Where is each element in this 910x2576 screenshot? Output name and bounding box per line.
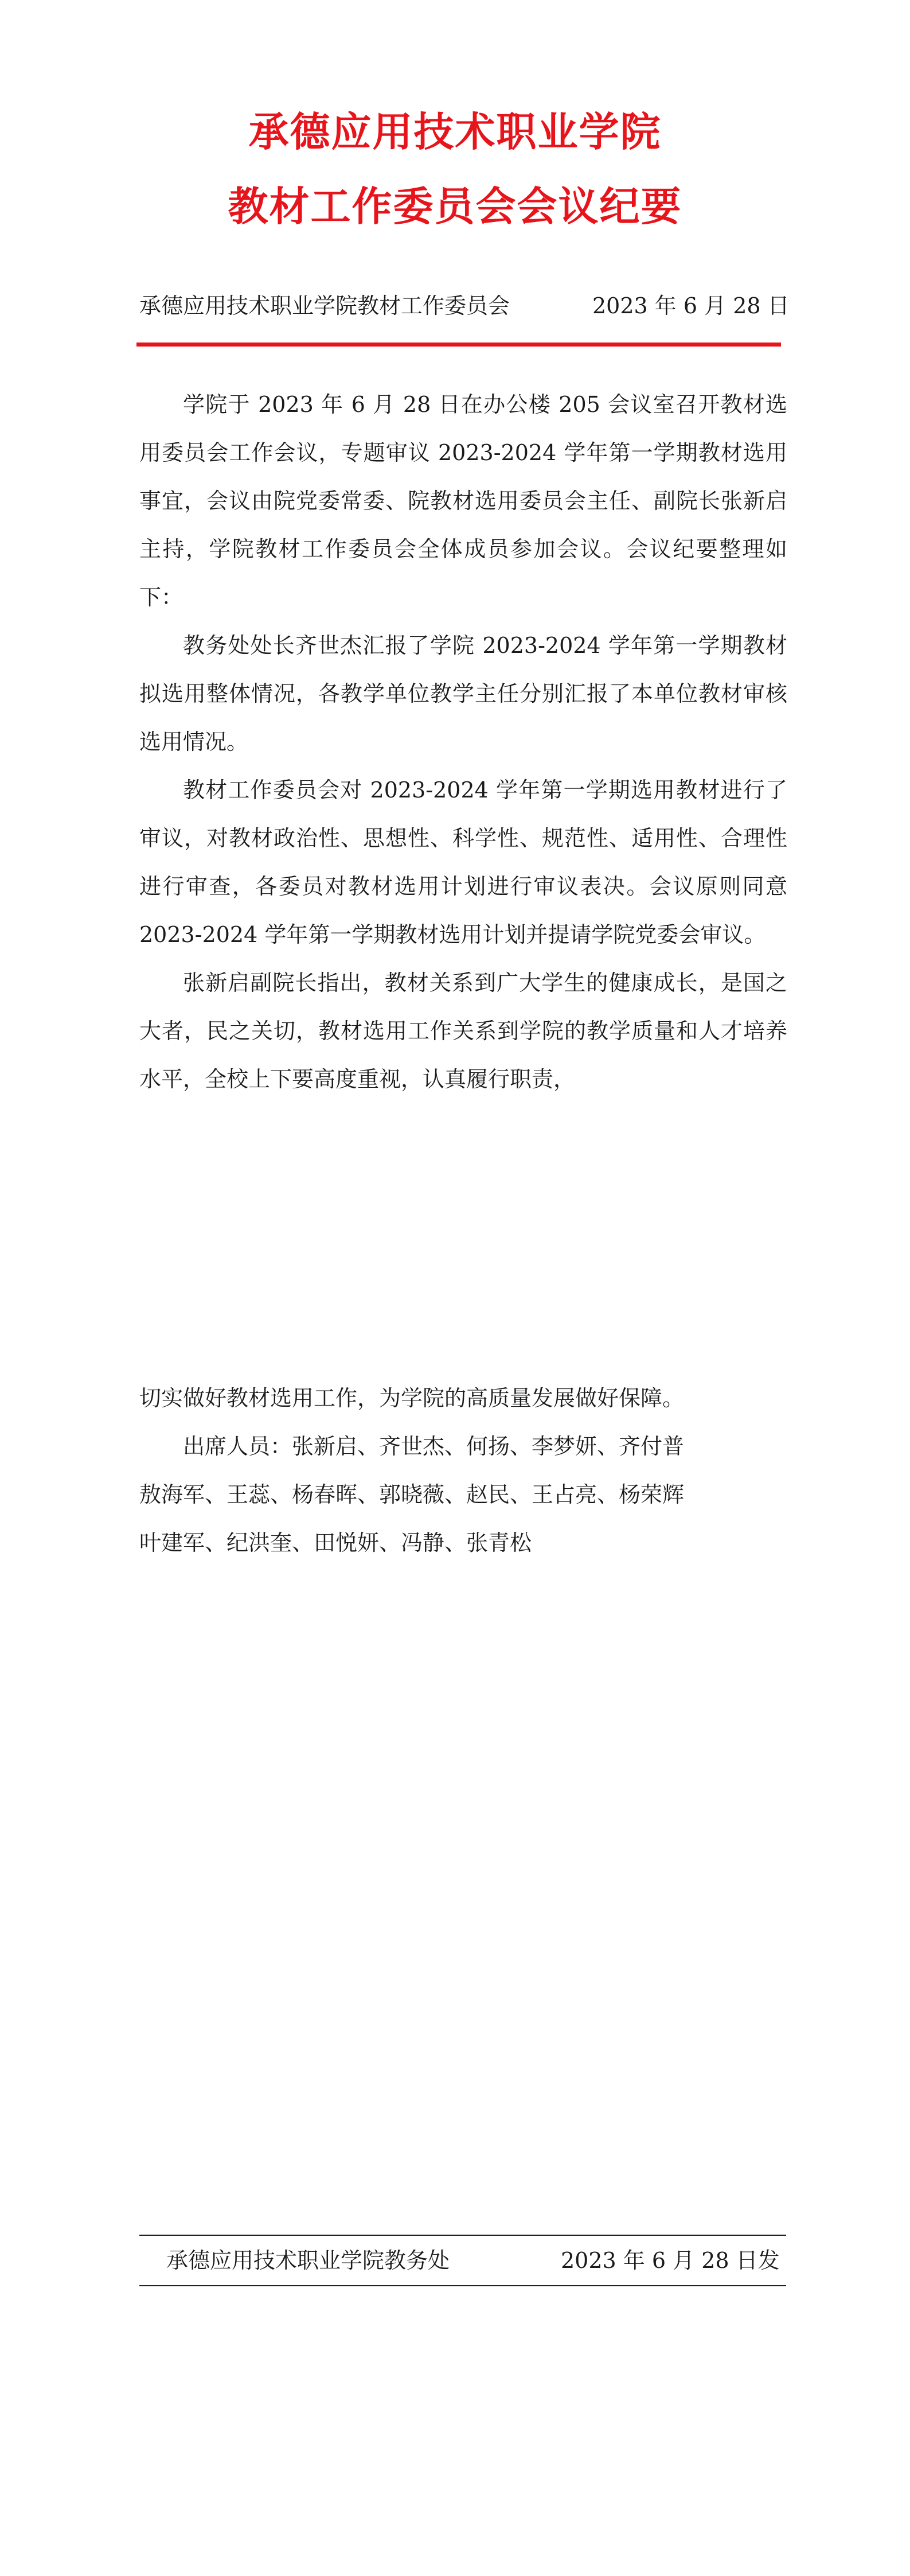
issuer-name: 承德应用技术职业学院教材工作委员会 <box>139 293 510 318</box>
attendee-list <box>139 1422 787 1567</box>
attendee-line: 叶建军、纪洪奎、田悦妍、冯静、张青松 <box>139 1530 532 1555</box>
footer-bottom-rule <box>139 2285 786 2286</box>
document-body-continued <box>139 1374 787 1422</box>
paragraph: 张新启副院长指出，教材关系到广大学生的健康成长，是国之大者，民之关切，教材选用工作关系到学院的教学质量和人才培养水平，全校上下要高度重视，认真履行职责， <box>139 970 787 1092</box>
issue-date: 2023 年 6 月 28 日 <box>592 293 790 318</box>
issued-date: 2023 年 6 月 28 日发 <box>561 2248 780 2273</box>
attendee-line: 敖海军、王蕊、杨春晖、郭晓薇、赵民、王占亮、杨荣辉 <box>139 1482 685 1507</box>
paragraph: 教务处处长齐世杰汇报了学院 2023-2024 学年第一学期教材拟选用整体情况，各教学单位教学主任分别汇报了本单位教材审核选用情况。 <box>139 633 787 754</box>
issuer-line <box>139 290 790 322</box>
issuing-office: 承德应用技术职业学院教务处 <box>166 2248 450 2273</box>
paragraph: 学院于 2023 年 6 月 28 日在办公楼 205 会议室召开教材选用委员会工作会议，专题审议 2023-2024 学年第一学期教材选用事宜，会议由院党委常委、院教材选用委员会主任、副院长张新启主持，学院教材工作委员会全体成员参加会议。会议纪要整理如下： <box>139 392 787 610</box>
document-subtitle: 教材工作委员会会议纪要 <box>228 183 682 230</box>
attendee-line: 出席人员：张新启、齐世杰、何扬、李梦妍、齐付普 <box>183 1434 685 1459</box>
document-body <box>139 380 787 1103</box>
document-title: 承德应用技术职业学院 <box>248 108 662 155</box>
red-separator <box>136 343 781 347</box>
paragraph: 教材工作委员会对 2023-2024 学年第一学期选用教材进行了审议，对教材政治性、思想性、科学性、规范性、适用性、合理性进行审查，各委员对教材选用计划进行审议表决。会议原则同意 2023-2024 学年第一学期教材选用计划并提请学院党委会审议。 <box>139 777 787 947</box>
footer-line <box>166 2244 780 2277</box>
paragraph-continuation: 切实做好教材选用工作，为学院的高质量发展做好保障。 <box>139 1386 685 1411</box>
footer-top-rule <box>139 2235 786 2236</box>
